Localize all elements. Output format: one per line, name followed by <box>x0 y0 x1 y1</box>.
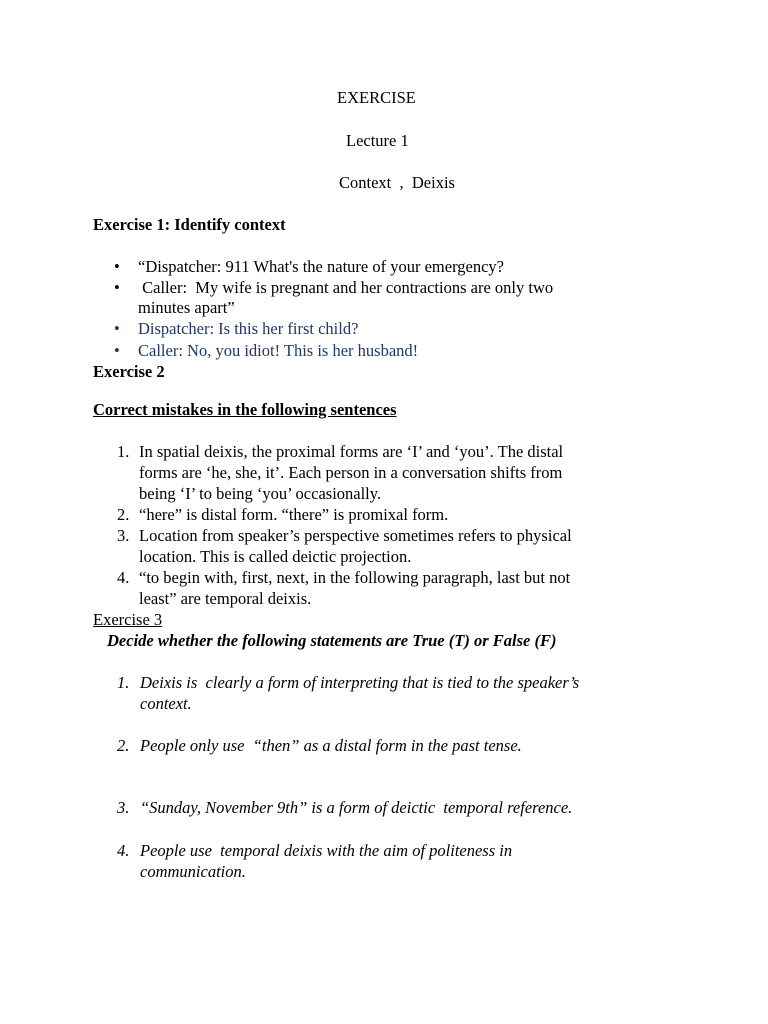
item-line: “Sunday, November 9th” is a form of deictic temporal reference. <box>140 798 573 817</box>
exercise3-heading: Exercise 3 <box>93 610 163 629</box>
item-number: 4. <box>117 568 130 587</box>
item-line: being ‘I’ to being ‘you’ occasionally. <box>139 484 382 503</box>
item-line: “to begin with, first, next, in the following paragraph, last but not <box>139 568 571 587</box>
list-item-text: “Dispatcher: 911 What's the nature of your emergency? <box>138 257 504 276</box>
exercise3-instruction: Decide whether the following statements are True (T) or False (F) <box>107 631 557 650</box>
item-line: forms are ‘he, she, it’. Each person in a conversation shifts from <box>139 463 563 482</box>
list-item-text: Caller: No, you idiot! This is her husband! <box>138 341 419 360</box>
item-line: context. <box>140 694 192 713</box>
bullet-icon: • <box>114 319 120 338</box>
item-line: Deixis is clearly a form of interpreting that is tied to the speaker’s <box>140 673 580 692</box>
bullet-icon: • <box>114 278 120 297</box>
exercise1-heading: Exercise 1: Identify context <box>93 215 286 234</box>
item-number: 2. <box>117 736 130 755</box>
page-title: EXERCISE <box>337 88 416 107</box>
item-line: Location from speaker’s perspective sometimes refers to physical <box>139 526 572 545</box>
item-line: communication. <box>140 862 246 881</box>
item-line: People use temporal deixis with the aim of politeness in <box>140 841 513 860</box>
item-number: 3. <box>117 526 130 545</box>
list-item-text: Caller: My wife is pregnant and her contractions are only two <box>138 278 554 297</box>
list-item-text-continued: minutes apart” <box>138 298 235 317</box>
exercise2-instruction: Correct mistakes in the following sentences <box>93 400 397 419</box>
item-number: 2. <box>117 505 130 524</box>
lecture-label: Lecture 1 <box>346 131 409 150</box>
item-number: 1. <box>117 442 130 461</box>
item-number: 3. <box>117 798 130 817</box>
bullet-icon: • <box>114 257 120 276</box>
topics-label: Context , Deixis <box>339 173 455 192</box>
item-number: 1. <box>117 673 130 692</box>
item-line: In spatial deixis, the proximal forms are ‘I’ and ‘you’. The distal <box>139 442 564 461</box>
exercise2-heading: Exercise 2 <box>93 362 165 381</box>
item-line: “here” is distal form. “there” is promixal form. <box>139 505 449 524</box>
list-item-text: Dispatcher: Is this her first child? <box>138 319 359 338</box>
item-line: People only use “then” as a distal form in the past tense. <box>140 736 522 755</box>
item-line: location. This is called deictic projection. <box>139 547 412 566</box>
item-line: least” are temporal deixis. <box>139 589 312 608</box>
bullet-icon: • <box>114 341 120 360</box>
item-number: 4. <box>117 841 130 860</box>
